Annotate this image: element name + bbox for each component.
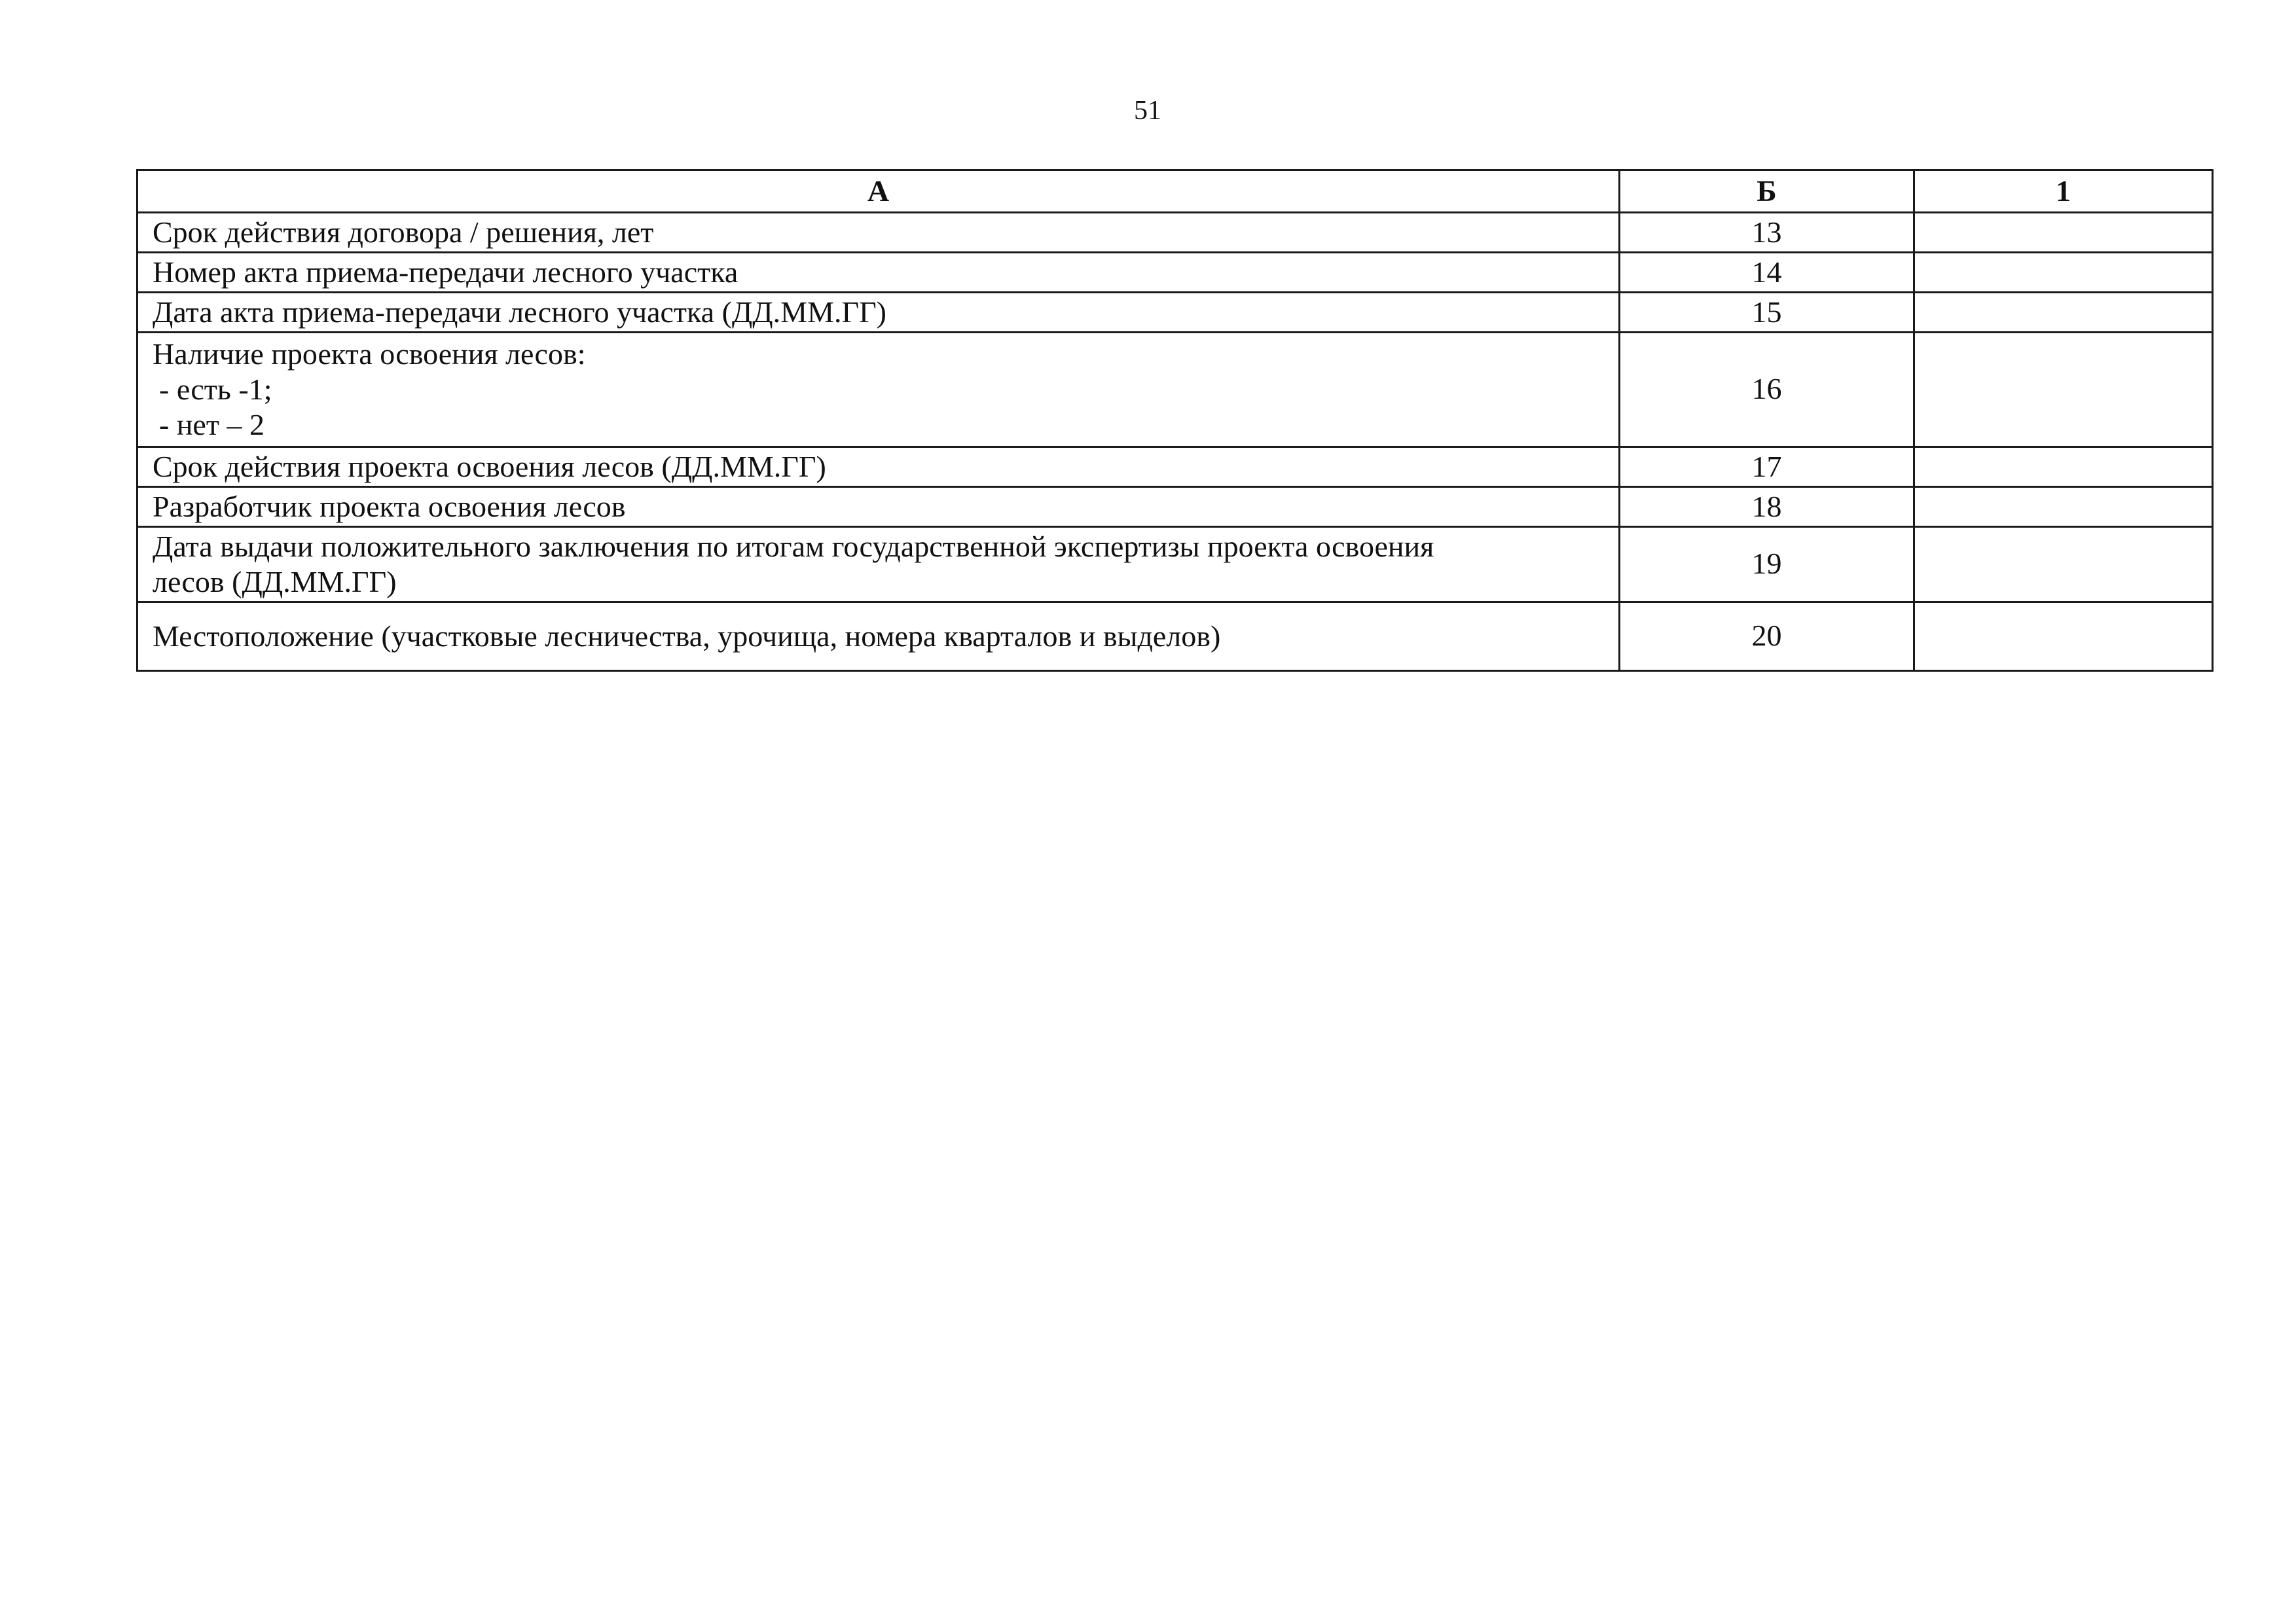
row-value-cell[interactable] bbox=[1914, 487, 2213, 527]
row-label-line: Местоположение (участковые лесничества, урочища, номера кварталов и выделов) bbox=[153, 619, 1221, 653]
row-label-line: лесов (ДД.ММ.ГГ) bbox=[153, 565, 397, 598]
row-code: 16 bbox=[1620, 333, 1914, 447]
row-value-cell[interactable] bbox=[1914, 213, 2213, 253]
row-label bbox=[137, 447, 1620, 487]
row-label-line: Срок действия договора / решения, лет bbox=[153, 215, 654, 249]
row-value-cell[interactable] bbox=[1914, 447, 2213, 487]
table-row bbox=[137, 447, 2213, 487]
row-value-cell[interactable] bbox=[1914, 293, 2213, 333]
row-value-cell[interactable] bbox=[1914, 602, 2213, 671]
row-label bbox=[137, 602, 1620, 671]
row-label-line: Номер акта приема-передачи лесного участка bbox=[153, 255, 738, 289]
row-code: 17 bbox=[1620, 447, 1914, 487]
row-value-cell[interactable] bbox=[1914, 333, 2213, 447]
row-code: 14 bbox=[1620, 253, 1914, 293]
table-row bbox=[137, 527, 2213, 602]
row-label-line: Разработчик проекта освоения лесов bbox=[153, 490, 626, 523]
header-column-1: 1 bbox=[1914, 170, 2213, 213]
row-label bbox=[137, 213, 1620, 253]
row-value-cell[interactable] bbox=[1914, 527, 2213, 602]
form-table bbox=[136, 169, 2214, 672]
table-row bbox=[137, 293, 2213, 333]
row-label bbox=[137, 253, 1620, 293]
row-label-option-yes: - есть -1; bbox=[159, 373, 272, 406]
table-row bbox=[137, 487, 2213, 527]
row-value-cell[interactable] bbox=[1914, 253, 2213, 293]
row-label bbox=[137, 293, 1620, 333]
row-label-line: Срок действия проекта освоения лесов (ДД.ММ.ГГ) bbox=[153, 450, 826, 483]
row-label-line: Дата выдачи положительного заключения по итогам государственной экспертизы проекта освоения bbox=[153, 530, 1434, 563]
table-header-row bbox=[137, 170, 2213, 213]
table-row bbox=[137, 333, 2213, 447]
row-code: 15 bbox=[1620, 293, 1914, 333]
row-label bbox=[137, 333, 1620, 447]
row-label-option-no: - нет – 2 bbox=[159, 408, 264, 441]
header-column-a: А bbox=[137, 170, 1620, 213]
row-code: 18 bbox=[1620, 487, 1914, 527]
row-label bbox=[137, 487, 1620, 527]
table-row bbox=[137, 213, 2213, 253]
header-column-b: Б bbox=[1620, 170, 1914, 213]
table-row bbox=[137, 253, 2213, 293]
page-number: 51 bbox=[1134, 96, 1161, 126]
row-code: 13 bbox=[1620, 213, 1914, 253]
row-code: 19 bbox=[1620, 527, 1914, 602]
table-row bbox=[137, 602, 2213, 671]
row-code: 20 bbox=[1620, 602, 1914, 671]
row-label bbox=[137, 527, 1620, 602]
row-label-line: Дата акта приема-передачи лесного участка (ДД.ММ.ГГ) bbox=[153, 295, 886, 329]
row-label-line: Наличие проекта освоения лесов: bbox=[153, 337, 586, 371]
